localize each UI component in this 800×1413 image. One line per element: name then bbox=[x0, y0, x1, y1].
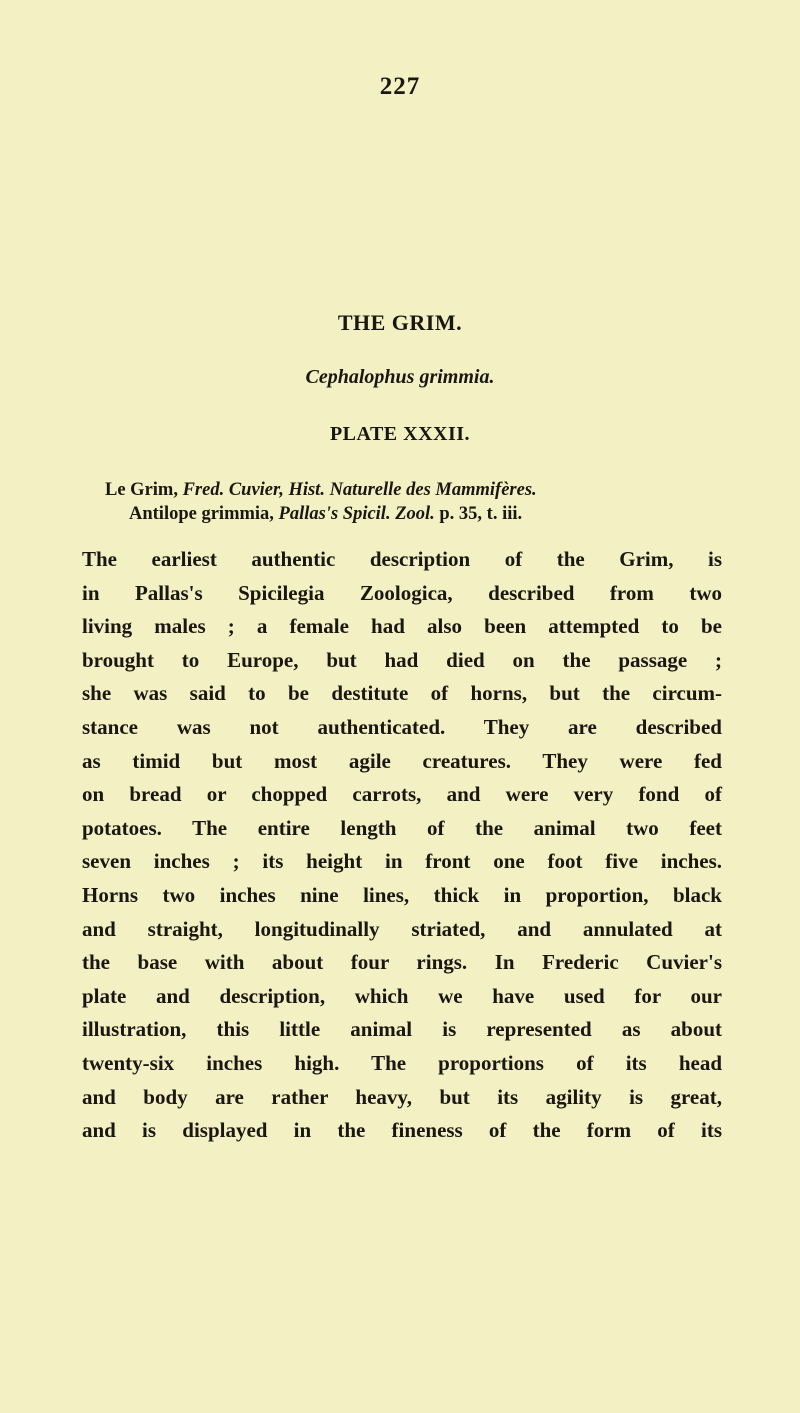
text-line: potatoes. The entire length of the animal two feet bbox=[82, 815, 722, 840]
text-line: and is displayed in the fineness of the form of its bbox=[82, 1118, 722, 1143]
references-block bbox=[105, 478, 725, 526]
text-line: and straight, longitudinally striated, and annulated at bbox=[82, 916, 722, 941]
text-line: twenty-six inches high. The proportions of its head bbox=[82, 1050, 722, 1075]
body-paragraph bbox=[82, 543, 722, 1148]
text-line: the base with about four rings. In Frederic Cuvier's bbox=[82, 950, 722, 975]
text-line: The earliest authentic description of the Grim, is bbox=[82, 547, 722, 571]
page-number: 227 bbox=[379, 73, 421, 100]
text-line: and body are rather heavy, but its agility is great, bbox=[82, 1084, 722, 1109]
reference-detail: p. 35, t. iii. bbox=[434, 504, 523, 524]
reference-source: Fred. Cuvier, Hist. Naturelle des Mammifères. bbox=[182, 480, 537, 500]
reference-author: Le Grim, bbox=[105, 480, 183, 500]
text-line: as timid but most agile creatures. They were fed bbox=[82, 748, 722, 773]
text-line: illustration, this little animal is represented as about bbox=[82, 1017, 722, 1042]
plate-label: PLATE XXXII. bbox=[329, 423, 471, 445]
reference-source: Pallas's Spicil. Zool. bbox=[278, 504, 435, 524]
text-line: Horns two inches nine lines, thick in proportion, black bbox=[82, 882, 722, 907]
text-line: brought to Europe, but had died on the passage ; bbox=[82, 647, 722, 672]
chapter-title: THE GRIM. bbox=[337, 310, 463, 335]
text-line: she was said to be destitute of horns, but the circum- bbox=[82, 681, 722, 706]
text-line: living males ; a female had also been attempted to be bbox=[82, 614, 722, 639]
reference-line bbox=[105, 478, 725, 502]
text-line: on bread or chopped carrots, and were very fond of bbox=[82, 782, 722, 807]
species-name: Cephalophus grimmia. bbox=[305, 366, 495, 388]
text-line: seven inches ; its height in front one foot five inches. bbox=[82, 849, 722, 874]
reference-line bbox=[105, 502, 725, 526]
text-line: plate and description, which we have used for our bbox=[82, 983, 722, 1008]
text-line: stance was not authenticated. They are described bbox=[82, 714, 722, 739]
text-line: in Pallas's Spicilegia Zoologica, described from two bbox=[82, 580, 722, 605]
reference-author: Antilope grimmia, bbox=[129, 504, 279, 524]
